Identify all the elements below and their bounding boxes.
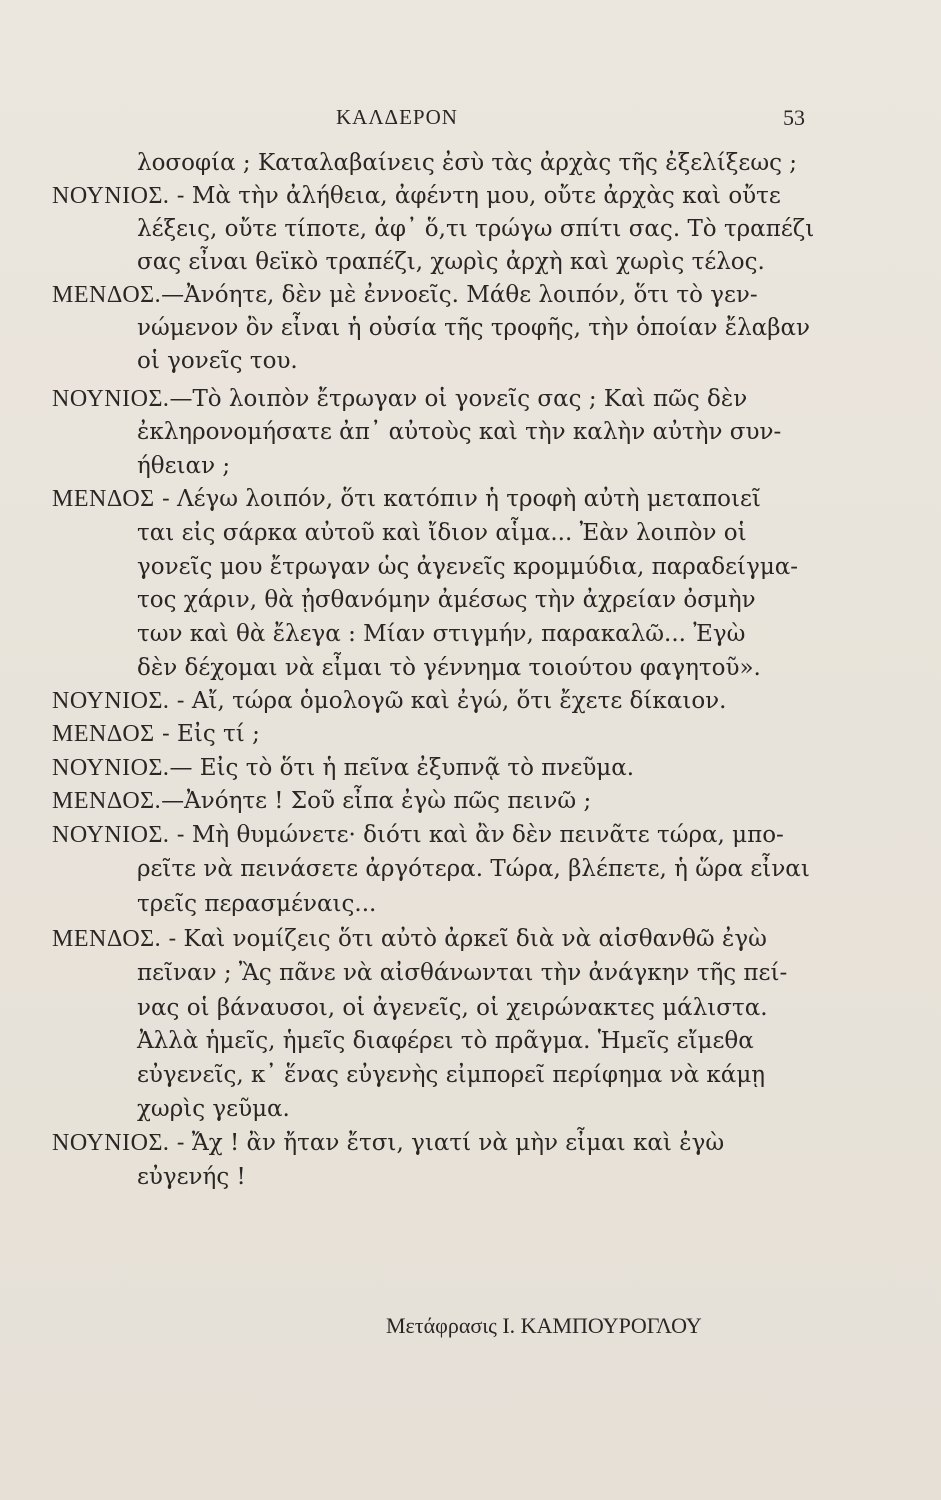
text-line bbox=[137, 247, 765, 277]
speaker-name: ΝΟΥΝΙΟΣ. bbox=[52, 1130, 170, 1156]
running-head bbox=[0, 105, 941, 135]
text-line bbox=[137, 585, 756, 615]
line-text: γονεῖς μου ἔτρωγαν ὡς ἀγενεῖς κρομμύδια, παραδείγμα- bbox=[137, 554, 799, 580]
text-line bbox=[137, 1026, 754, 1056]
line-text: χωρὶς γεῦμα. bbox=[137, 1096, 290, 1122]
line-text: λοσοφία ; Καταλαβαίνεις ἐσὺ τὰς ἀρχὰς τῆς ἐξελίξεως ; bbox=[137, 150, 798, 176]
text-line bbox=[137, 958, 787, 988]
text-line bbox=[52, 924, 767, 954]
text-line bbox=[137, 653, 761, 683]
line-text: —Τὸ λοιπὸν ἔτρωγαν οἱ γονεῖς σας ; Καὶ πῶς δὲν bbox=[169, 386, 748, 412]
text-line bbox=[137, 1060, 765, 1090]
speaker-name: ΝΟΥΝΙΟΣ. bbox=[52, 688, 170, 714]
speaker-name: ΝΟΥΝΙΟΣ. bbox=[52, 183, 170, 209]
text-line bbox=[137, 214, 814, 244]
text-line bbox=[52, 384, 747, 414]
text-line bbox=[52, 820, 784, 850]
text-line bbox=[137, 451, 230, 481]
line-text: νας οἱ βάναυσοι, οἱ ἀγενεῖς, οἱ χειρώνακτες μάλιστα. bbox=[137, 995, 768, 1021]
text-line bbox=[137, 148, 797, 178]
text-line bbox=[137, 889, 376, 919]
page-number: 53 bbox=[783, 105, 805, 130]
text-line bbox=[137, 518, 747, 548]
line-text: λέξεις, οὔτε τίποτε, ἀφ᾽ ὅ,τι τρώγω σπίτι σας. Τὸ τραπέζι bbox=[137, 216, 815, 242]
text-line bbox=[137, 346, 298, 376]
text-line bbox=[137, 1094, 290, 1124]
line-text: —Ἀνόητε, δὲν μὲ ἐννοεῖς. Μάθε λοιπόν, ὅτι τὸ γεν- bbox=[161, 282, 758, 308]
line-text: ρεῖτε νὰ πεινάσετε ἀργότερα. Τώρα, βλέπετε, ἡ ὥρα εἶναι bbox=[137, 856, 810, 882]
text-line bbox=[52, 1128, 724, 1158]
line-text: - Μὰ τὴν ἀλήθεια, ἀφέντη μου, οὔτε ἀρχὰς καὶ οὔτε bbox=[169, 183, 781, 209]
line-text: - Αἴ, τώρα ὁμολογῶ καὶ ἐγώ, ὅτι ἔχετε δίκαιον. bbox=[169, 688, 727, 714]
line-text: εὐγενεῖς, κ᾽ ἕνας εὐγενὴς εἰμπορεῖ περίφημα νὰ κάμῃ bbox=[137, 1062, 766, 1088]
line-text: ται εἰς σάρκα αὐτοῦ καὶ ἴδιον αἷμα... Ἐὰν λοιπὸν οἱ bbox=[137, 520, 747, 546]
translator-signature: Μετάφρασις Ι. ΚΑΜΠΟΥΡΟΓΛΟΥ bbox=[386, 1313, 702, 1338]
line-text: πεῖναν ; Ἂς πᾶνε νὰ αἰσθάνωνται τὴν ἀνάγκην τῆς πεί- bbox=[137, 960, 788, 986]
line-text: σας εἶναι θεϊκὸ τραπέζι, χωρὶς ἀρχὴ καὶ χωρὶς τέλος. bbox=[137, 249, 765, 275]
speaker-name: ΝΟΥΝΙΟΣ. bbox=[52, 386, 170, 412]
line-text: των καὶ θὰ ἔλεγα : Μίαν στιγμήν, παρακαλῶ... Ἐγὼ bbox=[137, 621, 746, 647]
speaker-name: ΜΕΝΔΟΣ. bbox=[52, 282, 162, 308]
line-text: - Εἰς τί ; bbox=[154, 721, 260, 747]
line-text: - Μὴ θυμώνετε· διότι καὶ ἂν δὲν πεινᾶτε τώρα, μπο- bbox=[169, 822, 784, 848]
speaker-name: ΜΕΝΔΟΣ. bbox=[52, 788, 162, 814]
speaker-name: ΜΕΝΔΟΣ. bbox=[52, 926, 162, 952]
text-line bbox=[52, 786, 591, 816]
line-text: τρεῖς περασμέναις... bbox=[137, 891, 377, 917]
text-line bbox=[137, 1162, 246, 1192]
speaker-name: ΝΟΥΝΙΟΣ. bbox=[52, 755, 170, 781]
text-line bbox=[52, 719, 260, 749]
line-text: —Ἀνόητε ! Σοῦ εἶπα ἐγὼ πῶς πεινῶ ; bbox=[161, 788, 592, 814]
line-text: τος χάριν, θὰ ᾐσθανόμην ἀμέσως τὴν ἀχρείαν ὀσμὴν bbox=[137, 587, 756, 613]
text-line bbox=[52, 753, 634, 783]
line-text: δὲν δέχομαι νὰ εἶμαι τὸ γέννημα τοιούτου φαγητοῦ». bbox=[137, 655, 761, 681]
text-line bbox=[52, 484, 761, 514]
text-line bbox=[137, 313, 810, 343]
text-line bbox=[137, 552, 798, 582]
text-line bbox=[137, 619, 745, 649]
text-line bbox=[137, 854, 810, 884]
line-text: οἱ γονεῖς του. bbox=[137, 348, 298, 374]
line-text: - Καὶ νομίζεις ὅτι αὐτὸ ἀρκεῖ διὰ νὰ αἰσθανθῶ ἐγὼ bbox=[161, 926, 767, 952]
line-text: ήθειαν ; bbox=[137, 453, 231, 479]
line-text: - Λέγω λοιπόν, ὅτι κατόπιν ἡ τροφὴ αὐτὴ μεταποιεῖ bbox=[154, 486, 761, 512]
running-title: ΚΑΛΔΕΡΟΝ bbox=[336, 105, 458, 129]
line-text: - Ἄχ ! ἂν ἤταν ἔτσι, γιατί νὰ μὴν εἶμαι καὶ ἐγὼ bbox=[169, 1130, 725, 1156]
line-text: εὐγενής ! bbox=[137, 1164, 246, 1190]
line-text: ἐκληρονομήσατε ἀπ᾽ αὐτοὺς καὶ τὴν καλὴν αὐτὴν συν- bbox=[137, 419, 782, 445]
text-line bbox=[52, 280, 758, 310]
text-line bbox=[52, 686, 726, 716]
speaker-name: ΜΕΝΔΟΣ bbox=[52, 721, 155, 747]
text-line bbox=[137, 417, 781, 447]
speaker-name: ΜΕΝΔΟΣ bbox=[52, 486, 155, 512]
speaker-name: ΝΟΥΝΙΟΣ. bbox=[52, 822, 170, 848]
line-text: νώμενον ὂν εἶναι ἡ οὐσία τῆς τροφῆς, τὴν ὁποίαν ἔλαβαν bbox=[137, 315, 811, 341]
line-text: Ἀλλὰ ἡμεῖς, ἡμεῖς διαφέρει τὸ πρᾶγμα. Ἡμεῖς εἴμεθα bbox=[137, 1028, 754, 1054]
line-text: — Εἰς τὸ ὅτι ἡ πεῖνα ἐξυπνᾷ τὸ πνεῦμα. bbox=[169, 755, 635, 781]
text-line bbox=[52, 181, 781, 211]
text-line bbox=[137, 993, 768, 1023]
